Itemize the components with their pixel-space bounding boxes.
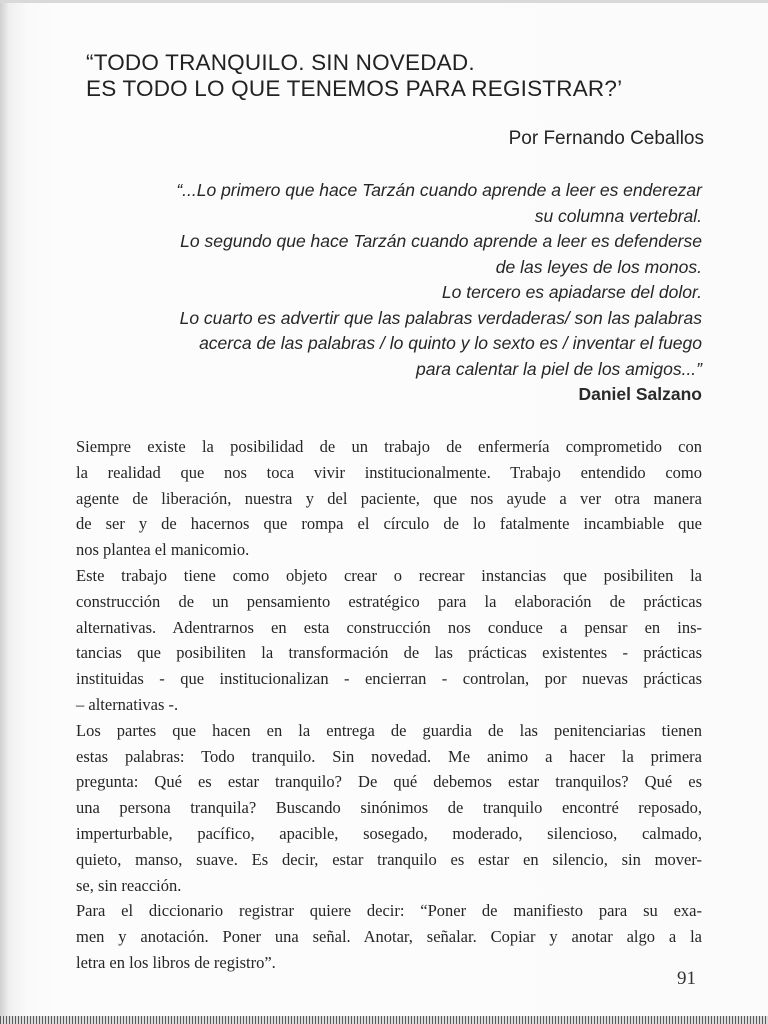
body-line: Siempre existe la posibilidad de un trabajo de enfermería comprometido con [76,437,702,456]
body-line: instituidas - que institucionalizan - encierran - controlan, por nuevas prácticas [76,669,702,689]
epigraph-line: de las leyes de los monos. [495,256,702,277]
page-spine-shadow [0,0,8,1024]
epigraph-line: acerca de las palabras / lo quinto y lo sexto es / inventar el fuego [199,333,702,353]
epigraph-line: Lo cuarto es advertir que las palabras verdaderas/ son las palabras [179,307,702,328]
page-number: 91 [677,968,696,989]
body-line: Para el diccionario registrar quiere decir: “Poner de manifiesto para su exa- [76,901,702,921]
epigraph-line: para calentar la piel de los amigos...” [416,358,702,379]
epigraph-line: “...Lo primero que hace Tarzán cuando aprende a leer es enderezar [176,180,702,200]
body-line: tancias que posibiliten la transformación de las prácticas existentes - prácticas [76,643,702,663]
epigraph-author: Daniel Salzano [578,384,702,404]
body-text [76,434,702,976]
body-line: la realidad que nos toca vivir institucionalmente. Trabajo entendido como [76,462,702,482]
body-line: nos plantea el manicomio. [76,540,250,560]
body-line: Los partes que hacen en la entrega de guardia de las penitenciarias tienen [76,720,702,740]
body-line: letra en los libros de registro”. [76,952,276,972]
body-line: – alternativas -. [76,694,179,714]
title-line: ES TODO LO QUE TENEMOS PARA REGISTRAR?’ [86,76,623,101]
title-line: “TODO TRANQUILO. SIN NOVEDAD. [86,50,475,75]
body-line: agente de liberación, nuestra y del paciente, que nos ayude a ver otra manera [76,488,702,508]
body-line: pregunta: Qué es estar tranquilo? De qué debemos estar tranquilos? Qué es [76,772,702,792]
body-line: una persona tranquila? Buscando sinónimos de tranquilo encontré reposado, [76,798,702,818]
body-line: alternativas. Adentrarnos en esta construcción nos conduce a pensar en ins- [76,617,702,637]
epigraph [90,178,702,382]
body-line: Este trabajo tiene como objeto crear o recrear instancias que posibiliten la [76,565,702,585]
scan-bottom-edge [0,1016,768,1024]
page-top-edge [0,0,768,3]
epigraph-line: su columna vertebral. [534,205,702,226]
epigraph-line: Lo tercero es apiadarse del dolor. [441,282,702,302]
body-line: quieto, manso, suave. Es decir, estar tranquilo es estar en silencio, sin mover- [76,849,702,869]
body-line: se, sin reacción. [76,875,182,895]
body-line: imperturbable, pacífico, apacible, sosegado, moderado, silencioso, calmado, [76,823,702,843]
body-line: estas palabras: Todo tranquilo. Sin novedad. Me animo a hacer la primera [76,746,702,766]
article-title [86,50,726,102]
body-line: construcción de un pensamiento estratégico para la elaboración de prácticas [76,591,702,611]
body-line: men y anotación. Poner una señal. Anotar, señalar. Copiar y anotar algo a la [76,927,702,947]
epigraph-line: Lo segundo que hace Tarzán cuando aprende a leer es defenderse [180,231,702,251]
author-byline: Por Fernando Ceballos [508,128,704,149]
body-line: de ser y de hacernos que rompa el círculo de lo fatalmente incambiable que [76,514,702,534]
